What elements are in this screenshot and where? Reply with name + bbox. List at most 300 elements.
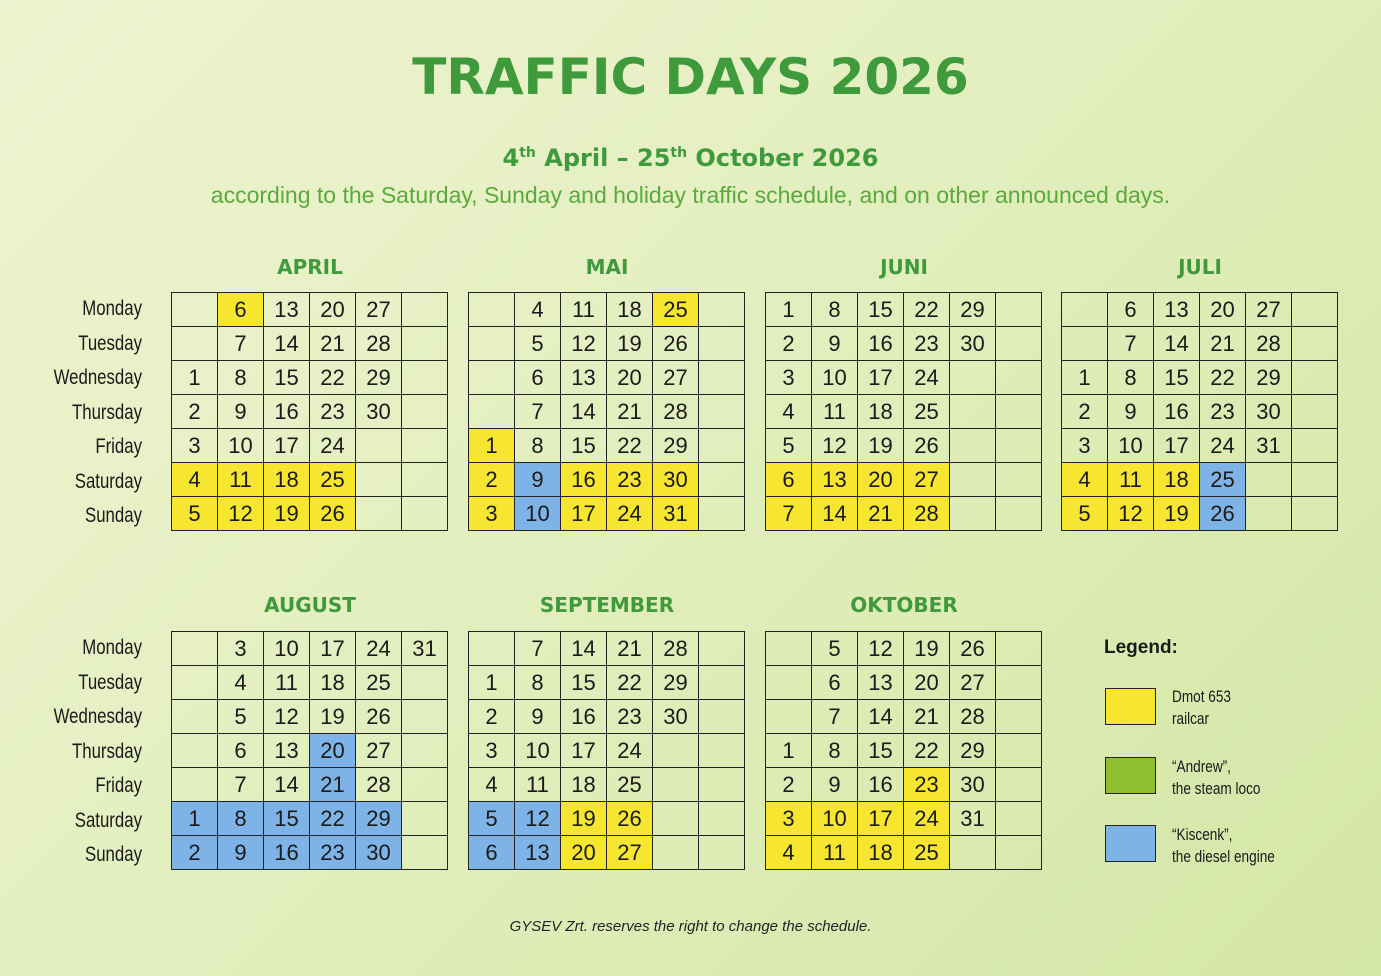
day-cell: [356, 497, 402, 531]
day-cell: [699, 802, 745, 836]
day-cell: 8: [218, 361, 264, 395]
day-cell: 2: [469, 463, 515, 497]
day-cell: [402, 293, 448, 327]
month-title-mai: MAI: [585, 255, 629, 279]
day-cell: 26: [356, 700, 402, 734]
day-cell: 25: [607, 768, 653, 802]
calendar-row: [766, 734, 1042, 768]
day-cell: 3: [766, 802, 812, 836]
day-cell: 23: [310, 836, 356, 870]
day-cell: 29: [950, 734, 996, 768]
calendar-row: [1062, 293, 1338, 327]
day-cell: 3: [172, 429, 218, 463]
day-cell: [996, 734, 1042, 768]
calendar-row: [469, 768, 745, 802]
day-cell: 11: [218, 463, 264, 497]
day-cell: 13: [264, 734, 310, 768]
day-cell: 29: [950, 293, 996, 327]
calendar-row: [172, 429, 448, 463]
calendar-row: [172, 293, 448, 327]
weekday-label-monday: Monday: [82, 636, 142, 659]
day-cell: [402, 497, 448, 531]
day-cell: 15: [264, 361, 310, 395]
day-cell: 27: [904, 463, 950, 497]
calendar-row: [766, 632, 1042, 666]
day-cell: [1062, 293, 1108, 327]
day-cell: 20: [310, 734, 356, 768]
calendar-row: [172, 361, 448, 395]
day-cell: 19: [264, 497, 310, 531]
day-cell: 7: [515, 395, 561, 429]
day-cell: 30: [356, 836, 402, 870]
day-cell: 28: [1246, 327, 1292, 361]
day-cell: 27: [356, 293, 402, 327]
day-cell: 20: [858, 463, 904, 497]
weekday-label-saturday: Saturday: [74, 809, 142, 832]
day-cell: 15: [264, 802, 310, 836]
day-cell: [699, 836, 745, 870]
weekday-label-thursday: Thursday: [71, 740, 142, 763]
weekday-label-wednesday: Wednesday: [53, 366, 143, 389]
calendar-row: [766, 768, 1042, 802]
day-cell: [356, 429, 402, 463]
weekday-label-sunday: Sunday: [85, 843, 142, 866]
day-cell: [996, 395, 1042, 429]
calendar-row: [766, 497, 1042, 531]
day-cell: 22: [607, 429, 653, 463]
calendar-row: [469, 734, 745, 768]
day-cell: 23: [607, 700, 653, 734]
day-cell: [699, 734, 745, 768]
day-cell: 30: [653, 700, 699, 734]
day-cell: 8: [515, 666, 561, 700]
day-cell: 30: [356, 395, 402, 429]
day-cell: 11: [812, 395, 858, 429]
day-cell: 9: [515, 700, 561, 734]
day-cell: 18: [561, 768, 607, 802]
day-cell: [996, 768, 1042, 802]
day-cell: [402, 429, 448, 463]
day-cell: [699, 429, 745, 463]
calendar-row: [766, 700, 1042, 734]
calendar-mai: [468, 292, 745, 531]
day-cell: 21: [1200, 327, 1246, 361]
date-range-subtitle: 4th April – 25th October 2026: [502, 144, 879, 172]
day-cell: 26: [1200, 497, 1246, 531]
day-cell: 14: [812, 497, 858, 531]
day-cell: 13: [264, 293, 310, 327]
day-cell: 17: [561, 734, 607, 768]
calendar-row: [172, 497, 448, 531]
day-cell: 2: [766, 768, 812, 802]
day-cell: 21: [607, 395, 653, 429]
day-cell: 15: [561, 429, 607, 463]
day-cell: 16: [264, 836, 310, 870]
weekday-label-saturday: Saturday: [74, 470, 142, 493]
day-cell: 12: [812, 429, 858, 463]
calendar-april: [171, 292, 448, 531]
day-cell: 17: [561, 497, 607, 531]
day-cell: 24: [607, 734, 653, 768]
day-cell: 13: [812, 463, 858, 497]
calendar-row: [172, 768, 448, 802]
calendar-row: [469, 395, 745, 429]
day-cell: 30: [653, 463, 699, 497]
day-cell: 26: [310, 497, 356, 531]
day-cell: 20: [561, 836, 607, 870]
weekday-label-monday: Monday: [82, 297, 142, 320]
month-title-oktober: OKTOBER: [850, 593, 958, 617]
calendar-row: [469, 429, 745, 463]
day-cell: 19: [1154, 497, 1200, 531]
calendar-row: [1062, 463, 1338, 497]
day-cell: [766, 666, 812, 700]
day-cell: 29: [653, 429, 699, 463]
day-cell: 14: [264, 327, 310, 361]
day-cell: 11: [1108, 463, 1154, 497]
day-cell: 1: [172, 802, 218, 836]
day-cell: 5: [218, 700, 264, 734]
day-cell: [653, 734, 699, 768]
day-cell: 5: [172, 497, 218, 531]
day-cell: 25: [310, 463, 356, 497]
day-cell: [1292, 497, 1338, 531]
day-cell: [172, 768, 218, 802]
calendar-row: [1062, 497, 1338, 531]
day-cell: 8: [812, 734, 858, 768]
day-cell: [699, 632, 745, 666]
calendar-row: [766, 327, 1042, 361]
day-cell: [699, 293, 745, 327]
day-cell: 23: [607, 463, 653, 497]
day-cell: [469, 327, 515, 361]
day-cell: 19: [904, 632, 950, 666]
legend-swatch-steam-loco: [1105, 757, 1156, 794]
day-cell: [996, 293, 1042, 327]
day-cell: [996, 327, 1042, 361]
day-cell: 10: [1108, 429, 1154, 463]
day-cell: 21: [607, 632, 653, 666]
day-cell: 10: [515, 734, 561, 768]
month-title-september: SEPTEMBER: [539, 593, 675, 617]
day-cell: 29: [356, 802, 402, 836]
day-cell: 27: [607, 836, 653, 870]
day-cell: 24: [356, 632, 402, 666]
day-cell: 1: [469, 666, 515, 700]
day-cell: [402, 768, 448, 802]
day-cell: 2: [1062, 395, 1108, 429]
day-cell: 5: [766, 429, 812, 463]
day-cell: 25: [653, 293, 699, 327]
calendar-row: [469, 327, 745, 361]
day-cell: 7: [1108, 327, 1154, 361]
calendar-juli: [1061, 292, 1338, 531]
day-cell: 5: [469, 802, 515, 836]
day-cell: 6: [218, 734, 264, 768]
day-cell: 31: [950, 802, 996, 836]
day-cell: 22: [607, 666, 653, 700]
day-cell: 23: [904, 768, 950, 802]
calendar-juni: [765, 292, 1042, 531]
calendar-row: [469, 700, 745, 734]
calendar-august: [171, 631, 448, 870]
day-cell: 18: [858, 395, 904, 429]
calendar-row: [172, 666, 448, 700]
day-cell: 14: [264, 768, 310, 802]
calendar-row: [766, 361, 1042, 395]
calendar-row: [172, 734, 448, 768]
calendar-row: [469, 666, 745, 700]
day-cell: 31: [653, 497, 699, 531]
day-cell: 29: [1246, 361, 1292, 395]
day-cell: 4: [766, 395, 812, 429]
day-cell: 19: [858, 429, 904, 463]
calendar-row: [469, 802, 745, 836]
calendar-row: [766, 802, 1042, 836]
day-cell: [1292, 463, 1338, 497]
day-cell: 9: [515, 463, 561, 497]
day-cell: 18: [1154, 463, 1200, 497]
day-cell: [699, 361, 745, 395]
day-cell: 21: [310, 768, 356, 802]
day-cell: 16: [264, 395, 310, 429]
day-cell: 12: [218, 497, 264, 531]
day-cell: [172, 700, 218, 734]
day-cell: 23: [310, 395, 356, 429]
day-cell: 6: [218, 293, 264, 327]
day-cell: 6: [1108, 293, 1154, 327]
day-cell: 20: [310, 293, 356, 327]
calendar-row: [1062, 327, 1338, 361]
day-cell: 23: [904, 327, 950, 361]
day-cell: 11: [561, 293, 607, 327]
day-cell: 7: [766, 497, 812, 531]
day-cell: 15: [858, 734, 904, 768]
day-cell: 6: [515, 361, 561, 395]
weekday-label-tuesday: Tuesday: [78, 671, 142, 694]
day-cell: 22: [310, 361, 356, 395]
day-cell: 3: [1062, 429, 1108, 463]
day-cell: 2: [172, 836, 218, 870]
calendar-row: [172, 395, 448, 429]
day-cell: 2: [469, 700, 515, 734]
day-cell: 7: [218, 327, 264, 361]
day-cell: 18: [264, 463, 310, 497]
day-cell: 13: [858, 666, 904, 700]
day-cell: [172, 327, 218, 361]
day-cell: 13: [561, 361, 607, 395]
day-cell: 9: [812, 327, 858, 361]
day-cell: 3: [766, 361, 812, 395]
calendar-row: [1062, 361, 1338, 395]
day-cell: 26: [607, 802, 653, 836]
day-cell: 25: [904, 836, 950, 870]
day-cell: 4: [218, 666, 264, 700]
day-cell: 7: [515, 632, 561, 666]
day-cell: 5: [812, 632, 858, 666]
day-cell: 1: [172, 361, 218, 395]
day-cell: 5: [515, 327, 561, 361]
day-cell: [996, 632, 1042, 666]
day-cell: 18: [607, 293, 653, 327]
day-cell: 15: [1154, 361, 1200, 395]
day-cell: 15: [561, 666, 607, 700]
day-cell: 22: [904, 293, 950, 327]
day-cell: [996, 429, 1042, 463]
day-cell: 12: [264, 700, 310, 734]
day-cell: 13: [515, 836, 561, 870]
weekday-label-sunday: Sunday: [85, 504, 142, 527]
day-cell: 22: [1200, 361, 1246, 395]
day-cell: [699, 463, 745, 497]
legend-swatch-diesel-engine: [1105, 825, 1156, 862]
day-cell: 2: [172, 395, 218, 429]
calendar-row: [1062, 395, 1338, 429]
day-cell: 28: [653, 395, 699, 429]
day-cell: 13: [1154, 293, 1200, 327]
day-cell: 11: [515, 768, 561, 802]
weekday-label-friday: Friday: [95, 774, 142, 797]
legend-label-railcar: Dmot 653 railcar: [1172, 687, 1231, 728]
day-cell: 27: [356, 734, 402, 768]
day-cell: [996, 463, 1042, 497]
day-cell: 8: [515, 429, 561, 463]
day-cell: 19: [561, 802, 607, 836]
day-cell: [172, 666, 218, 700]
day-cell: 6: [766, 463, 812, 497]
day-cell: 1: [766, 293, 812, 327]
day-cell: [1292, 429, 1338, 463]
schedule-description: according to the Saturday, Sunday and holiday traffic schedule, and on other announced days.: [210, 182, 1171, 208]
day-cell: 10: [515, 497, 561, 531]
calendar-row: [766, 836, 1042, 870]
calendar-row: [172, 632, 448, 666]
day-cell: [469, 361, 515, 395]
day-cell: [653, 768, 699, 802]
day-cell: 24: [1200, 429, 1246, 463]
day-cell: 24: [904, 802, 950, 836]
day-cell: [699, 700, 745, 734]
day-cell: [996, 836, 1042, 870]
calendar-row: [469, 836, 745, 870]
day-cell: 10: [812, 361, 858, 395]
day-cell: 6: [469, 836, 515, 870]
day-cell: [1246, 463, 1292, 497]
calendar-row: [766, 463, 1042, 497]
calendar-row: [172, 463, 448, 497]
day-cell: [950, 497, 996, 531]
day-cell: 30: [1246, 395, 1292, 429]
day-cell: 9: [812, 768, 858, 802]
day-cell: 4: [766, 836, 812, 870]
day-cell: [172, 632, 218, 666]
day-cell: [1246, 497, 1292, 531]
day-cell: 27: [1246, 293, 1292, 327]
day-cell: 22: [310, 802, 356, 836]
calendar-row: [172, 327, 448, 361]
day-cell: 1: [766, 734, 812, 768]
day-cell: 16: [561, 700, 607, 734]
day-cell: [950, 429, 996, 463]
day-cell: 11: [264, 666, 310, 700]
day-cell: 21: [310, 327, 356, 361]
day-cell: 23: [1200, 395, 1246, 429]
day-cell: [402, 395, 448, 429]
day-cell: 24: [607, 497, 653, 531]
calendar-row: [766, 395, 1042, 429]
day-cell: 17: [264, 429, 310, 463]
day-cell: [172, 293, 218, 327]
day-cell: 31: [1246, 429, 1292, 463]
day-cell: [766, 632, 812, 666]
day-cell: 12: [1108, 497, 1154, 531]
day-cell: 2: [766, 327, 812, 361]
day-cell: [172, 734, 218, 768]
legend-label-steam-loco: “Andrew”, the steam loco: [1172, 757, 1261, 798]
legend-label-diesel-engine: “Kiscenk”, the diesel engine: [1172, 825, 1275, 866]
day-cell: 12: [515, 802, 561, 836]
calendar-row: [172, 802, 448, 836]
day-cell: 28: [653, 632, 699, 666]
calendar-row: [469, 463, 745, 497]
day-cell: 28: [904, 497, 950, 531]
day-cell: [469, 632, 515, 666]
day-cell: 19: [310, 700, 356, 734]
day-cell: 10: [218, 429, 264, 463]
day-cell: 10: [812, 802, 858, 836]
day-cell: 26: [653, 327, 699, 361]
day-cell: [996, 666, 1042, 700]
day-cell: 29: [653, 666, 699, 700]
day-cell: 4: [515, 293, 561, 327]
day-cell: [699, 497, 745, 531]
day-cell: 25: [904, 395, 950, 429]
day-cell: 7: [812, 700, 858, 734]
calendar-row: [766, 666, 1042, 700]
day-cell: 26: [904, 429, 950, 463]
day-cell: 29: [356, 361, 402, 395]
day-cell: 14: [1154, 327, 1200, 361]
day-cell: 17: [1154, 429, 1200, 463]
weekday-label-friday: Friday: [95, 435, 142, 458]
day-cell: 1: [1062, 361, 1108, 395]
day-cell: 20: [904, 666, 950, 700]
footer-note: GYSEV Zrt. reserves the right to change the schedule.: [509, 918, 872, 935]
day-cell: [950, 463, 996, 497]
day-cell: [996, 497, 1042, 531]
day-cell: 12: [561, 327, 607, 361]
calendar-row: [766, 429, 1042, 463]
day-cell: [402, 361, 448, 395]
day-cell: [996, 361, 1042, 395]
day-cell: [653, 802, 699, 836]
day-cell: 14: [561, 632, 607, 666]
day-cell: 3: [218, 632, 264, 666]
day-cell: 27: [653, 361, 699, 395]
day-cell: [469, 293, 515, 327]
day-cell: [766, 700, 812, 734]
calendar-row: [469, 293, 745, 327]
day-cell: 7: [218, 768, 264, 802]
day-cell: 17: [310, 632, 356, 666]
day-cell: [1292, 293, 1338, 327]
page-title: TRAFFIC DAYS 2026: [412, 48, 969, 106]
day-cell: 4: [469, 768, 515, 802]
day-cell: 30: [950, 327, 996, 361]
day-cell: 21: [858, 497, 904, 531]
day-cell: 3: [469, 497, 515, 531]
day-cell: 28: [356, 768, 402, 802]
